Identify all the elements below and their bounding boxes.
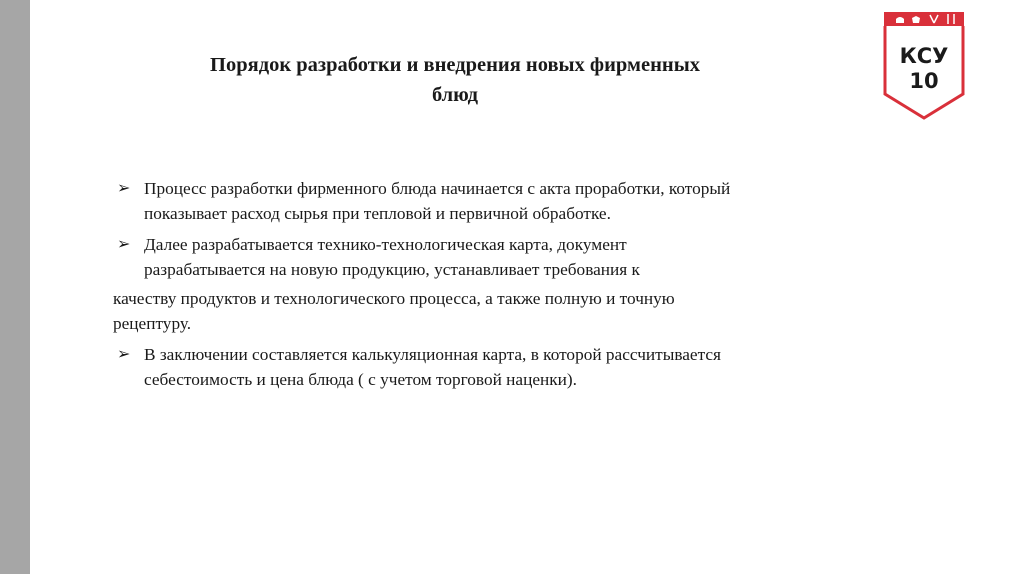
bullet-text-line: себестоимость и цена блюда ( с учетом торговой наценки). <box>144 369 577 389</box>
slide-title <box>95 50 815 110</box>
slide-title-line2: блюд <box>431 84 479 106</box>
arrow-bullet-icon: ➢ <box>117 346 131 363</box>
logo-text-ksu: КСУ <box>899 44 949 68</box>
paragraph-text-line: рецептуру. <box>113 313 192 333</box>
logo-text-number: 10 <box>909 69 939 93</box>
bullet-text-line: Далее разрабатывается технико-технологическая карта, документ <box>144 235 627 254</box>
ksu-logo <box>882 10 966 122</box>
paragraph-continuation <box>113 287 913 336</box>
left-sidebar-bar <box>0 0 30 574</box>
arrow-bullet-icon: ➢ <box>117 180 131 197</box>
paragraph-text-line: качеству продуктов и технологического процесса, а также полную и точную <box>113 289 675 308</box>
arrow-bullet-icon: ➢ <box>117 236 131 253</box>
bullet-item <box>113 177 913 226</box>
bullet-text-line: разрабатывается на новую продукцию, устанавливает требования к <box>144 259 640 279</box>
bullet-text-line: В заключении составляется калькуляционная карта, в которой рассчитывается <box>144 345 721 364</box>
bullet-item <box>113 233 913 282</box>
bullet-text-line: показывает расход сырья при тепловой и первичной обработке. <box>144 203 611 223</box>
bullet-item <box>113 343 913 392</box>
slide-title-line1: Порядок разработки и внедрения новых фирменных <box>210 54 700 76</box>
bullet-text-line: Процесс разработки фирменного блюда начинается с акта проработки, который <box>144 179 731 198</box>
slide-content <box>113 177 913 392</box>
